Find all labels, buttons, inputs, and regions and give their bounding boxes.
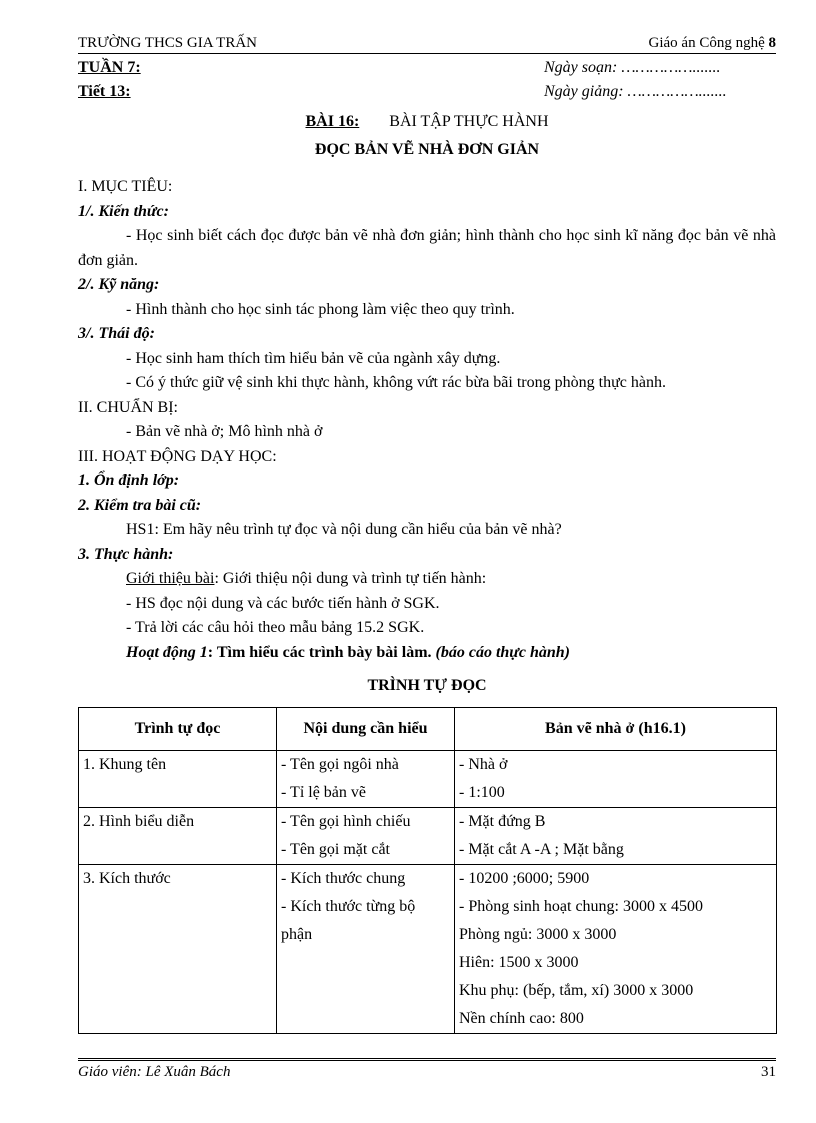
cell-line: - Kích thước từng bộ — [281, 898, 416, 915]
table-row — [79, 808, 777, 865]
heading-class-setup: 1. Ổn định lớp: — [78, 472, 180, 489]
lesson-number: BÀI 16: — [305, 113, 360, 130]
cell-line: - Kích thước chung — [281, 870, 406, 887]
intro-line: Giới thiệu bài: Giới thiệu nội dung và trình tự tiến hành: — [126, 570, 487, 587]
cell-line: Hiên: 1500 x 3000 — [459, 954, 579, 971]
subject-label: Giáo án Công nghệ 8 — [648, 35, 776, 51]
cell-line: - Tỉ lệ bản vẽ — [281, 784, 367, 801]
cell-line: - Mặt đứng B — [459, 813, 546, 830]
section-preparation: II. CHUẨN BỊ: — [78, 398, 178, 416]
activity-1: Hoạt động 1: Tìm hiểu các trình bày bài làm. (báo cáo thực hành) — [126, 643, 570, 661]
table-cell — [79, 865, 277, 1034]
heading-practice: 3. Thực hành: — [78, 545, 174, 563]
heading-knowledge: 1/. Kiến thức: — [78, 202, 169, 220]
table-cell — [455, 751, 777, 808]
lesson-subtitle: ĐỌC BẢN VẼ NHÀ ĐƠN GIẢN — [314, 141, 540, 158]
intro-label: Giới thiệu bài — [126, 570, 215, 587]
table-cell — [79, 808, 277, 865]
heading-attitude: 3/. Thái độ: — [78, 325, 155, 342]
cell-line: phận — [281, 926, 313, 943]
cell-line: - 1:100 — [459, 784, 505, 801]
week-row — [78, 56, 776, 80]
step-2: - Trả lời các câu hỏi theo mẫu bảng 15.2 SGK. — [126, 619, 425, 636]
review-question: HS1: Em hãy nêu trình tự đọc và nội dung cần hiểu của bản vẽ nhà? — [126, 521, 562, 538]
page-header — [78, 30, 776, 54]
column-header: Bản vẽ nhà ở (h16.1) — [455, 708, 777, 751]
cell-line: 3. Kích thước — [83, 870, 171, 887]
document-page — [78, 30, 776, 1034]
lesson-title — [78, 107, 776, 137]
lesson-name: BÀI TẬP THỰC HÀNH — [389, 113, 549, 130]
table-row — [79, 865, 777, 1034]
cell-line: - Mặt cắt A -A ; Mặt bằng — [459, 841, 624, 858]
cell-line: 2. Hình biểu diễn — [83, 813, 195, 830]
table-cell — [455, 865, 777, 1034]
heading-review: 2. Kiểm tra bài cũ: — [78, 496, 202, 514]
period-label: Tiết 13: — [78, 83, 131, 100]
preparation-text: - Bản vẽ nhà ở; Mô hình nhà ở — [126, 423, 323, 440]
knowledge-text: - Học sinh biết cách đọc được bản vẽ nhà đơn giản; hình thành cho học sinh kĩ năng đọc bản vẽ nhà đơn giản. — [78, 227, 776, 269]
step-1: - HS đọc nội dung và các bước tiến hành ở SGK. — [126, 594, 440, 612]
page-footer — [78, 1058, 776, 1081]
column-header: Nội dung cần hiểu — [277, 708, 455, 751]
attitude-text-1: - Học sinh ham thích tìm hiểu bản vẽ của ngành xây dựng. — [126, 349, 501, 367]
cell-line: - Phòng sinh hoạt chung: 3000 x 4500 — [459, 898, 703, 915]
cell-line: - 10200 ;6000; 5900 — [459, 870, 590, 887]
cell-line: Phòng ngủ: 3000 x 3000 — [459, 926, 617, 943]
period-row — [78, 80, 776, 104]
table-title: TRÌNH TỰ ĐỌC — [367, 677, 487, 694]
table-cell — [455, 808, 777, 865]
heading-skills: 2/. Kỹ năng: — [78, 276, 160, 293]
cell-line: - Tên gọi ngôi nhà — [281, 756, 399, 773]
page-number: 31 — [761, 1064, 776, 1080]
section-activities: III. HOẠT ĐỘNG DẠY HỌC: — [78, 447, 277, 465]
cell-line: 1. Khung tên — [83, 756, 167, 773]
table-cell — [277, 808, 455, 865]
teach-date: Ngày giảng: ……………....... — [544, 83, 727, 100]
week-label: TUẦN 7: — [78, 59, 141, 76]
cell-line: Nền chính cao: 800 — [459, 1010, 584, 1027]
school-name: TRƯỜNG THCS GIA TRẤN — [78, 35, 258, 51]
cell-line: Khu phụ: (bếp, tắm, xí) 3000 x 3000 — [459, 982, 694, 999]
cell-line: - Nhà ở — [459, 756, 508, 773]
section-objectives: I. MỤC TIÊU: — [78, 178, 173, 195]
reading-order-table — [78, 707, 777, 1034]
cell-line: - Tên gọi hình chiếu — [281, 813, 411, 830]
cell-line: - Tên gọi mặt cắt — [281, 841, 390, 858]
table-row — [79, 751, 777, 808]
table-cell — [277, 751, 455, 808]
attitude-text-2: - Có ý thức giữ vệ sinh khi thực hành, không vứt rác bừa bãi trong phòng thực hành. — [126, 374, 666, 391]
column-header: Trình tự đọc — [79, 708, 277, 751]
skills-text: - Hình thành cho học sinh tác phong làm việc theo quy trình. — [126, 300, 515, 318]
table-cell — [277, 865, 455, 1034]
teacher-name: Giáo viên: Lê Xuân Bách — [78, 1064, 231, 1080]
prep-date: Ngày soạn: ……………....... — [544, 59, 721, 76]
table-cell — [79, 751, 277, 808]
table-header-row — [79, 708, 777, 751]
